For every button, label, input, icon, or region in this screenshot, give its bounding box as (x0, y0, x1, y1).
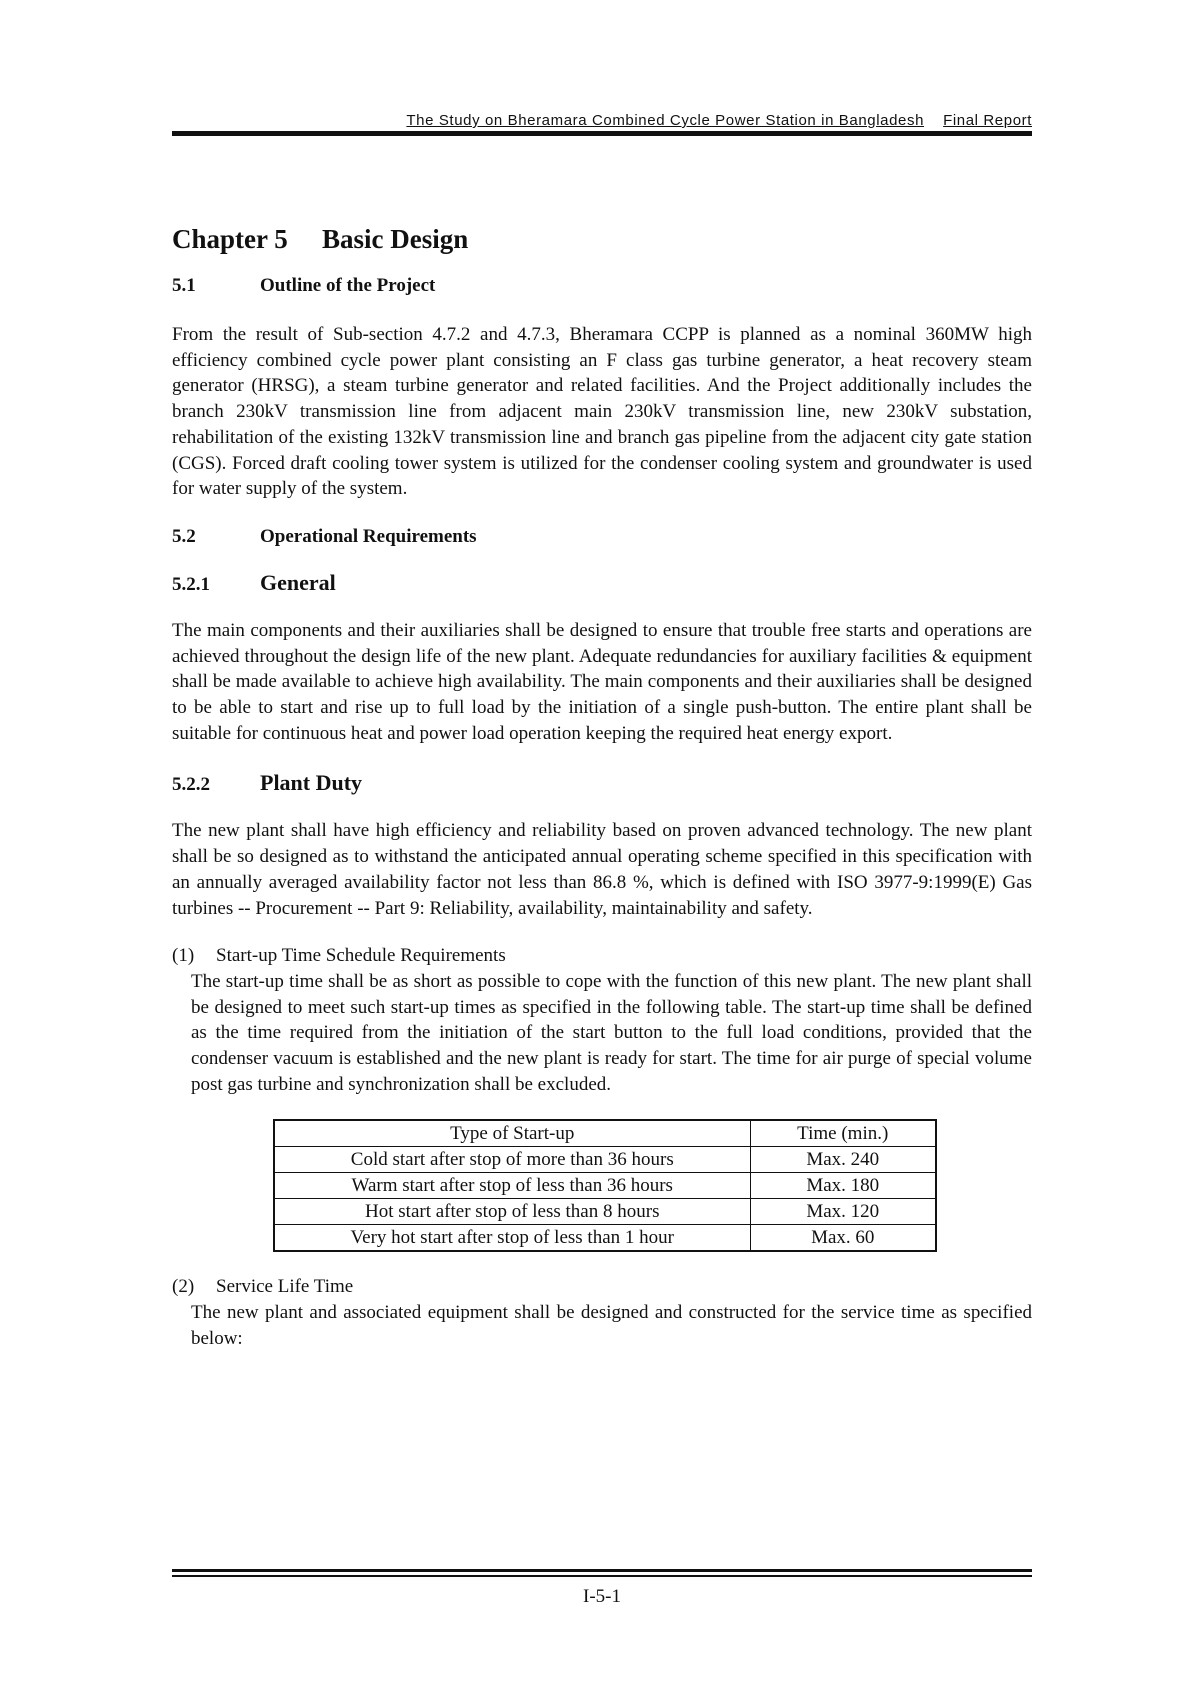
table-cell: Max. 180 (750, 1173, 936, 1199)
table-cell: Max. 240 (750, 1147, 936, 1173)
item-1-paragraph: The start-up time shall be as short as possible to cope with the function of this new plant. The new plant shall be designed to meet such start-up times as specified in the following table. The start-up time shall be defined as the time required from the initiation of the start button to the full load conditions, provided that the condenser vacuum is established and the new plant is ready for start. The time for air purge of special volume post gas turbine and synchronization shall be excluded. (191, 970, 1032, 1095)
chapter-number: Chapter 5 (172, 224, 288, 254)
table-cell: Very hot start after stop of less than 1 hour (274, 1225, 750, 1252)
page-header (172, 112, 1032, 129)
table-row (274, 1173, 936, 1199)
table-header-cell: Time (min.) (750, 1120, 936, 1147)
table-cell: Warm start after stop of less than 36 hours (274, 1173, 750, 1199)
section-5-2-2-heading (172, 770, 1032, 796)
table-row (274, 1225, 936, 1252)
chapter-title: Basic Design (322, 224, 469, 254)
chapter-heading (172, 222, 1032, 256)
item-1-heading (172, 943, 1032, 969)
subsection-number: 5.2.1 (172, 573, 210, 595)
section-5-2-1-paragraph: The main components and their auxiliaries shall be designed to ensure that trouble free starts and operations are achieved throughout the design life of the new plant. Adequate redundancies for auxiliary facilities & equipment shall be made available to achieve high availability. The main components and their auxiliaries shall be designed to be able to start and rise up to full load by the initiation of a single push-button. The entire plant shall be suitable for continuous heat and power load operation keeping the required heat energy export. (172, 619, 1032, 744)
page-content (172, 222, 1032, 1352)
section-title: Operational Requirements (260, 525, 477, 547)
footer-rule (172, 1569, 1032, 1572)
section-5-1-paragraph: From the result of Sub-section 4.7.2 and 4.7.3, Bheramara CCPP is planned as a nominal 360MW high efficiency combined cycle power plant consisting an F class gas turbine generator, a heat recovery steam generator (HRSG), a steam turbine generator and related facilities. And the Project additionally includes the branch 230kV transmission line from adjacent main 230kV transmission line, new 230kV substation, rehabilitation of the existing 132kV transmission line and branch gas pipeline from the adjacent city gate station (CGS). Forced draft cooling tower system is utilized for the condenser cooling system and groundwater is used for water supply of the system. (172, 324, 1032, 500)
section-5-2-2-paragraph: The new plant shall have high efficiency and reliability based on proven advanced technology. The new plant shall be so designed as to withstand the anticipated annual operating scheme specified in this specification with an annually averaged availability factor not less than 86.8 %, which is defined with ISO 3977-9:1999(E) Gas turbines -- Procurement -- Part 9: Reliability, availability, maintainability and safety. (172, 820, 1032, 919)
table-cell: Hot start after stop of less than 8 hours (274, 1199, 750, 1225)
table-row (274, 1199, 936, 1225)
item-number: (1) (172, 945, 195, 967)
subsection-number: 5.2.2 (172, 774, 210, 796)
section-5-2-heading (172, 526, 1032, 548)
item-number: (2) (172, 1276, 195, 1298)
table-header-cell: Type of Start-up (274, 1120, 750, 1147)
subsection-title: Plant Duty (260, 770, 363, 796)
table-cell: Max. 120 (750, 1199, 936, 1225)
header-title: The Study on Bheramara Combined Cycle Power Station in Bangladesh (406, 112, 925, 129)
table-header-row (274, 1120, 936, 1147)
item-2-heading (172, 1274, 1032, 1300)
startup-time-table (273, 1119, 937, 1252)
page-number: I-5-1 (583, 1586, 621, 1607)
table-row (274, 1147, 936, 1173)
item-title: Start-up Time Schedule Requirements (216, 945, 506, 967)
table-cell: Max. 60 (750, 1225, 936, 1252)
header-rule (172, 131, 1032, 136)
section-5-1-heading (172, 275, 1032, 297)
section-title: Outline of the Project (260, 275, 436, 296)
item-2-paragraph: The new plant and associated equipment shall be designed and constructed for the service time as specified below: (191, 1302, 1032, 1349)
item-title: Service Life Time (216, 1276, 354, 1298)
footer-rule (172, 1575, 1032, 1577)
header-report: Final Report (943, 112, 1032, 129)
table-cell: Cold start after stop of more than 36 hours (274, 1147, 750, 1173)
section-number: 5.2 (172, 525, 196, 547)
section-5-2-1-heading (172, 570, 1032, 596)
section-number: 5.1 (172, 275, 196, 296)
subsection-title: General (260, 569, 336, 595)
